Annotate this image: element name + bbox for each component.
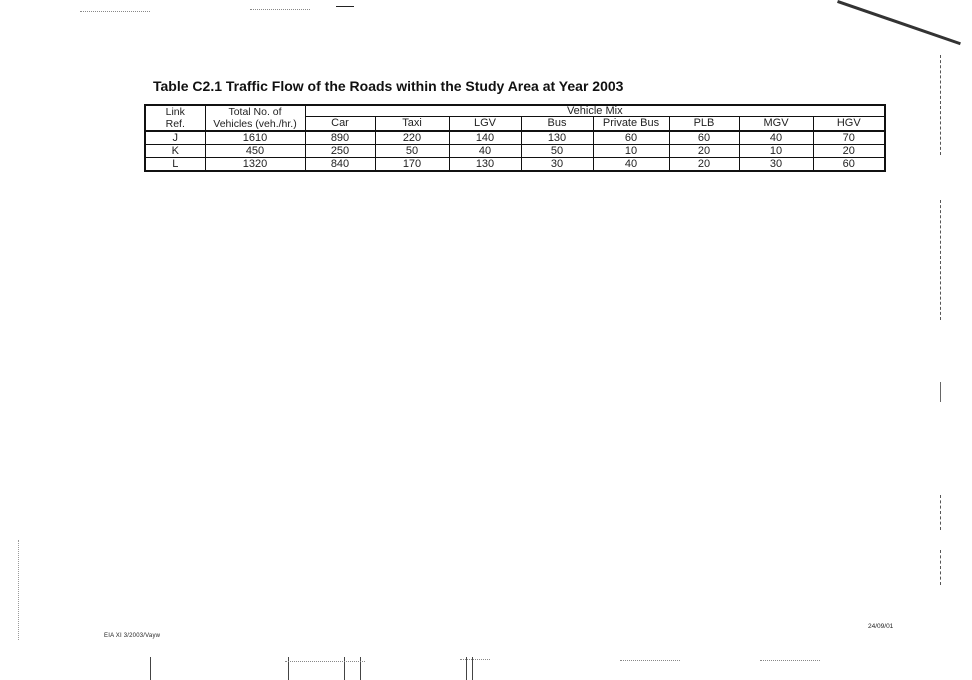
mix-cell: 840 <box>305 158 375 172</box>
link-ref-header: Link Ref. <box>145 105 205 131</box>
column-header: Car <box>305 117 375 131</box>
scan-dots <box>250 9 310 10</box>
total-vehicles-header: Total No. of Vehicles (veh./hr.) <box>205 105 305 131</box>
scan-mark <box>466 657 467 680</box>
column-header: Private Bus <box>593 117 669 131</box>
mix-cell: 10 <box>739 145 813 158</box>
table-row <box>145 158 885 172</box>
table-title: Table C2.1 Traffic Flow of the Roads within the Study Area at Year 2003 <box>153 78 624 94</box>
mix-cell: 10 <box>593 145 669 158</box>
fax-header-mark <box>940 550 941 585</box>
scan-dots <box>760 660 820 661</box>
mix-cell: 130 <box>449 158 521 172</box>
scan-dots <box>80 11 150 12</box>
mix-cell: 140 <box>449 131 521 145</box>
table-row <box>145 131 885 145</box>
mix-cell: 130 <box>521 131 593 145</box>
mix-cell: 170 <box>375 158 449 172</box>
column-header: Bus <box>521 117 593 131</box>
vehicle-mix-header: Vehicle Mix <box>305 105 885 117</box>
link-ref-cell: J <box>145 131 205 145</box>
mix-cell: 30 <box>521 158 593 172</box>
scan-mark <box>472 657 473 680</box>
total-cell: 1320 <box>205 158 305 172</box>
column-header: MGV <box>739 117 813 131</box>
scan-mark <box>336 6 354 7</box>
column-header: Taxi <box>375 117 449 131</box>
link-ref-cell: K <box>145 145 205 158</box>
mix-cell: 20 <box>669 158 739 172</box>
scan-dots <box>285 661 365 662</box>
mix-cell: 60 <box>813 158 885 172</box>
mix-cell: 20 <box>669 145 739 158</box>
scan-mark <box>150 657 151 680</box>
mix-cell: 70 <box>813 131 885 145</box>
mix-cell: 30 <box>739 158 813 172</box>
scan-streak <box>837 0 961 45</box>
footer-date: 24/09/01 <box>868 623 894 630</box>
fax-header-mark <box>940 55 941 155</box>
mix-cell: 40 <box>593 158 669 172</box>
scan-dots <box>460 659 490 660</box>
mix-cell: 60 <box>669 131 739 145</box>
fax-header-mark <box>940 495 941 530</box>
column-header: LGV <box>449 117 521 131</box>
scan-dots <box>620 660 680 661</box>
mix-cell: 220 <box>375 131 449 145</box>
traffic-flow-table <box>144 104 886 172</box>
scan-mark <box>940 382 941 402</box>
mix-cell: 20 <box>813 145 885 158</box>
mix-cell: 890 <box>305 131 375 145</box>
mix-cell: 250 <box>305 145 375 158</box>
mix-cell: 40 <box>449 145 521 158</box>
mix-cell: 50 <box>375 145 449 158</box>
column-header: HGV <box>813 117 885 131</box>
scan-dots <box>18 540 19 640</box>
mix-cell: 60 <box>593 131 669 145</box>
column-header: PLB <box>669 117 739 131</box>
total-cell: 1610 <box>205 131 305 145</box>
table-row <box>145 145 885 158</box>
link-ref-cell: L <box>145 158 205 172</box>
mix-cell: 40 <box>739 131 813 145</box>
mix-cell: 50 <box>521 145 593 158</box>
fax-header-mark <box>940 200 941 320</box>
total-cell: 450 <box>205 145 305 158</box>
footer-reference: EIA XI 3/2003/Vayw <box>104 633 161 639</box>
